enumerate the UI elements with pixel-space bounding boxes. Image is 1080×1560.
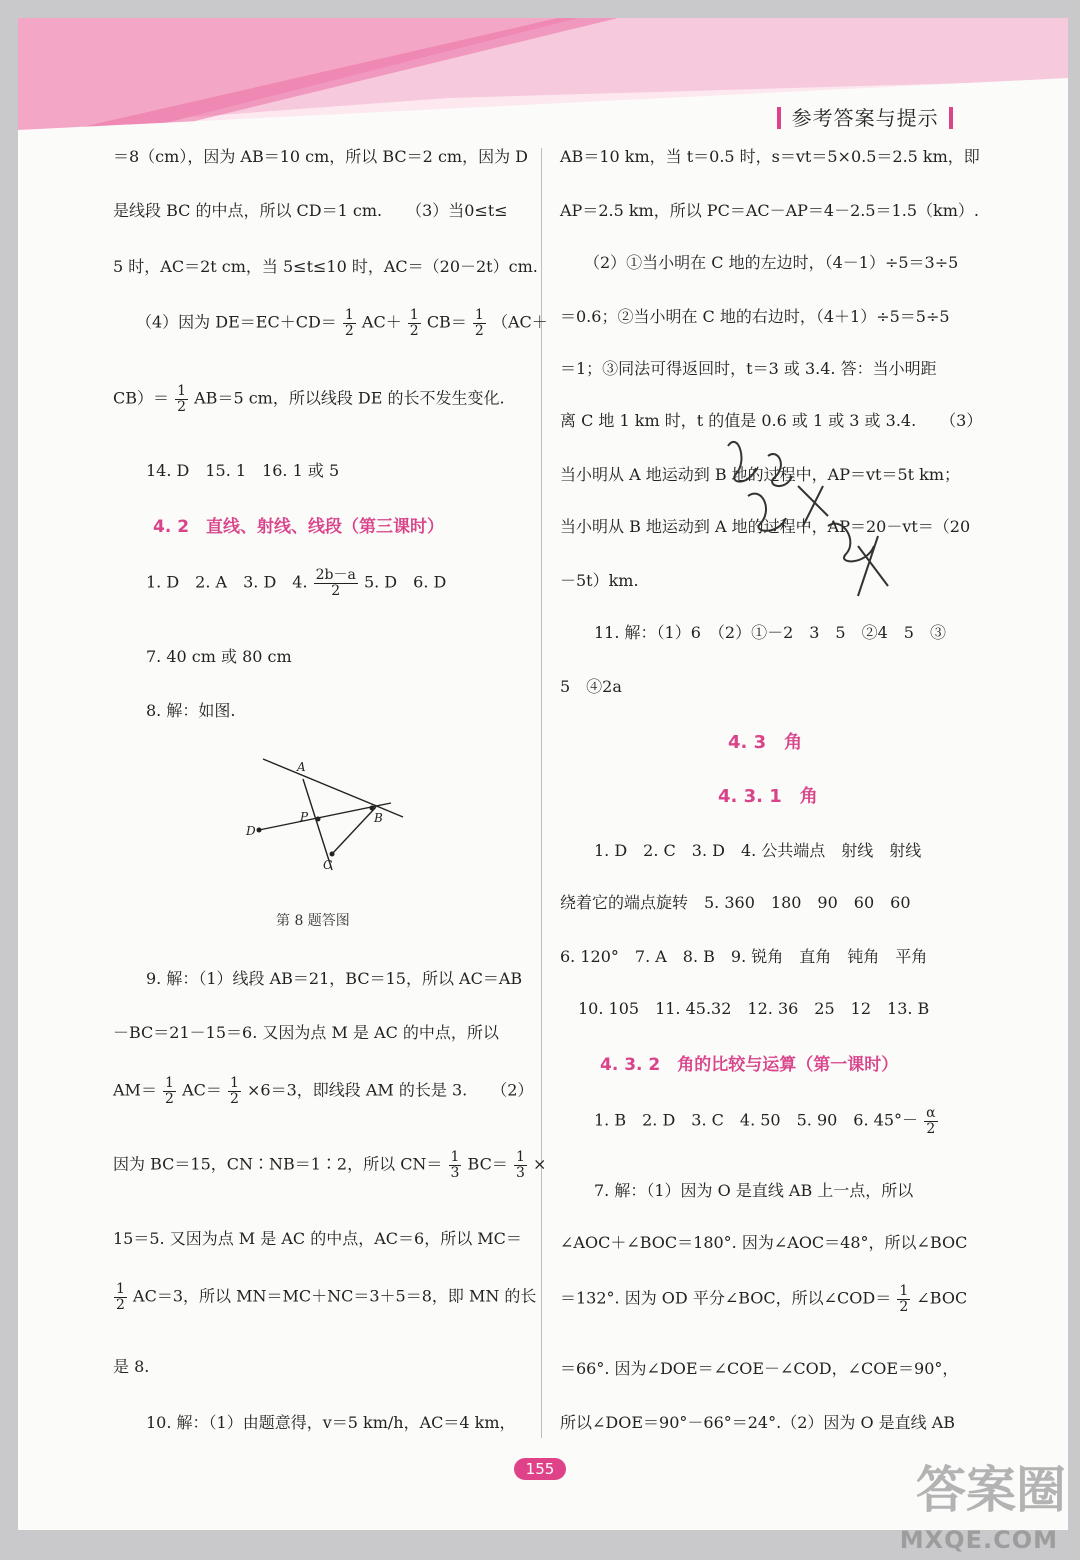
text-part: AB＝5 cm，所以线段 DE 的长不发生变化. [194, 388, 505, 408]
fraction: $\frac{1}{3}$ [450, 1149, 460, 1181]
text-line: ∠AOC＋∠BOC＝180°. 因为∠AOC＝48°，所以∠BOC [560, 1233, 968, 1252]
fraction: $\frac{\alpha}{2}$ [926, 1105, 936, 1137]
fraction: $\frac{1}{3}$ [515, 1149, 525, 1181]
watermark-logo-text: 答案圈 [916, 1461, 1066, 1519]
text-part: ＝132°. 因为 OD 平分∠BOC，所以∠COD＝ [560, 1288, 892, 1308]
watermark-url: MXQE.COM [899, 1526, 1058, 1554]
text-line: 6. 120° 7. A 8. B 9. 锐角 直角 钝角 平角 [560, 947, 928, 966]
text-line-fraction [136, 308, 548, 338]
text-line: 当小明从 B 地运动到 A 地的过程中，AP＝20－vt＝（20 [560, 517, 971, 536]
text-line: 9. 解：（1）线段 AB＝21，BC＝15，所以 AC＝AB [146, 969, 523, 988]
fraction: $\frac{1}{2}$ [409, 307, 419, 339]
segment-ac [303, 779, 332, 870]
fraction: $\frac{1}{2}$ [474, 307, 484, 339]
page-number: 155 [514, 1458, 566, 1480]
point-c [330, 852, 335, 857]
page [18, 18, 1068, 1530]
text-part: BC＝ [467, 1154, 508, 1174]
text-line: －5t）km. [560, 571, 639, 590]
label-a: A [297, 760, 306, 774]
text-line: 14. D 15. 1 16. 1 或 5 [146, 461, 340, 480]
text-line: （2）①当小明在 C 地的左边时，（4－1）÷5＝3÷5 [584, 253, 959, 272]
text-line: 绕着它的端点旋转 5. 360 180 90 60 60 [560, 893, 911, 912]
header-title: 参考答案与提示 [791, 106, 939, 130]
column-divider [541, 148, 542, 1438]
text-line: AB＝10 km，当 t＝0.5 时，s＝vt＝5×0.5＝2.5 km，即 [560, 147, 980, 166]
text-line: 离 C 地 1 km 时，t 的值是 0.6 或 1 或 3 或 3.4. （3） [560, 411, 983, 430]
text-part: × [532, 1154, 547, 1174]
fraction: $\frac{1}{2}$ [229, 1075, 239, 1107]
fraction: $\frac{1}{2}$ [165, 1075, 174, 1107]
point-b [370, 806, 375, 811]
text-part: ∠BOC [916, 1288, 968, 1308]
text-line: －BC＝21－15＝6. 又因为点 M 是 AC 的中点，所以 [113, 1023, 499, 1042]
text-line: ＝0.6；②当小明在 C 地的右边时，（4＋1）÷5＝5÷5 [560, 307, 950, 326]
section-title: 4. 2 直线、射线、线段（第三课时） [153, 517, 445, 537]
fraction: $\frac{1}{2}$ [899, 1283, 909, 1315]
text-part: AC＋ [361, 312, 402, 332]
text-part: CB＝ [426, 312, 467, 332]
text-part: 1. B 2. D 3. C 4. 50 5. 90 6. 45°－ [594, 1110, 919, 1130]
text-line: 是线段 BC 的中点，所以 CD＝1 cm. （3）当0≤t≤ [113, 201, 508, 220]
text-line: 8. 解：如图. [146, 701, 236, 720]
text-line: 10. 解：（1）由题意得，v＝5 km/h，AC＝4 km， [146, 1413, 516, 1432]
label-b: B [374, 811, 383, 825]
text-line: 7. 40 cm 或 80 cm [146, 647, 292, 666]
text-line: AP＝2.5 km，所以 PC＝AC－AP＝4－2.5＝1.5（km）. [560, 201, 979, 220]
fraction: $\frac{2b-a}{2}$ [315, 567, 356, 599]
text-line-fraction [560, 1284, 967, 1314]
label-p: P [300, 810, 309, 824]
text-line: 5 ④2a [560, 677, 622, 696]
line-ab [263, 759, 403, 817]
header-bar-left [777, 107, 781, 129]
text-part: AC＝3，所以 MN＝MC＋NC＝3＋5＝8，即 MN 的长 [133, 1286, 537, 1306]
geometry-diagram [243, 753, 418, 878]
text-line-fraction [113, 1282, 536, 1312]
text-line-fraction [113, 1076, 533, 1106]
section-title: 4. 3. 2 角的比较与运算（第一课时） [600, 1055, 899, 1075]
text-line: 15＝5. 又因为点 M 是 AC 的中点，AC＝6，所以 MC＝ [113, 1229, 522, 1248]
text-part: 5. D 6. D [363, 572, 447, 592]
text-part: ×6＝3，即线段 AM 的长是 3. （2） [246, 1080, 534, 1100]
text-part: AM＝ [113, 1080, 157, 1100]
text-line: ＝8（cm），因为 AB＝10 cm，所以 BC＝2 cm，因为 D [113, 147, 528, 166]
text-line: ＝66°. 因为∠DOE＝∠COE－∠COD，∠COE＝90°， [560, 1359, 959, 1378]
text-part: （AC＋ [491, 312, 548, 332]
text-line: 10. 105 11. 45.32 12. 36 25 12 13. B [578, 999, 930, 1018]
text-line: 1. D 2. C 3. D 4. 公共端点 射线 射线 [594, 841, 922, 860]
handwritten-scribble [708, 426, 918, 606]
text-line-fraction [113, 1150, 546, 1180]
text-part: 因为 BC＝15，CN∶NB＝1∶2，所以 CN＝ [113, 1154, 443, 1174]
label-c: C [323, 858, 333, 872]
fraction: $\frac{1}{2}$ [116, 1281, 125, 1313]
text-part: 1. D 2. A 3. D 4. [146, 572, 308, 592]
fraction: $\frac{1}{2}$ [177, 383, 187, 415]
point-d [257, 828, 262, 833]
text-line: 7. 解：（1）因为 O 是直线 AB 上一点，所以 [594, 1181, 914, 1200]
label-d: D [246, 824, 256, 838]
section-title: 4. 3. 1 角 [718, 786, 818, 807]
point-p [316, 817, 321, 822]
text-line: ＝1；③同法可得返回时，t＝3 或 3.4. 答：当小明距 [560, 359, 937, 378]
text-part: CB）＝ [113, 388, 170, 408]
header-bar-right [949, 107, 953, 129]
text-line: 是 8. [113, 1357, 150, 1376]
text-line: 5 时，AC＝2t cm，当 5≤t≤10 时，AC＝（20－2t）cm. [113, 257, 538, 276]
fraction: $\frac{1}{2}$ [344, 307, 354, 339]
figure-caption: 第 8 题答图 [276, 913, 350, 929]
text-line: 11. 解：（1）6 （2）①－2 3 5 ②4 5 ③ [594, 623, 946, 642]
text-line: 当小明从 A 地运动到 B 地的过程中，AP＝vt＝5t km； [560, 465, 961, 484]
text-line-fraction [146, 568, 446, 598]
header-title-block [774, 102, 956, 131]
text-line-fraction [113, 384, 505, 414]
text-line-fraction [594, 1106, 939, 1136]
text-part: （4）因为 DE＝EC＋CD＝ [136, 312, 337, 332]
text-line: 所以∠DOE＝90°－66°＝24°.（2）因为 O 是直线 AB [560, 1413, 956, 1432]
text-part: AC＝ [182, 1080, 222, 1100]
section-title: 4. 3 角 [728, 732, 803, 753]
